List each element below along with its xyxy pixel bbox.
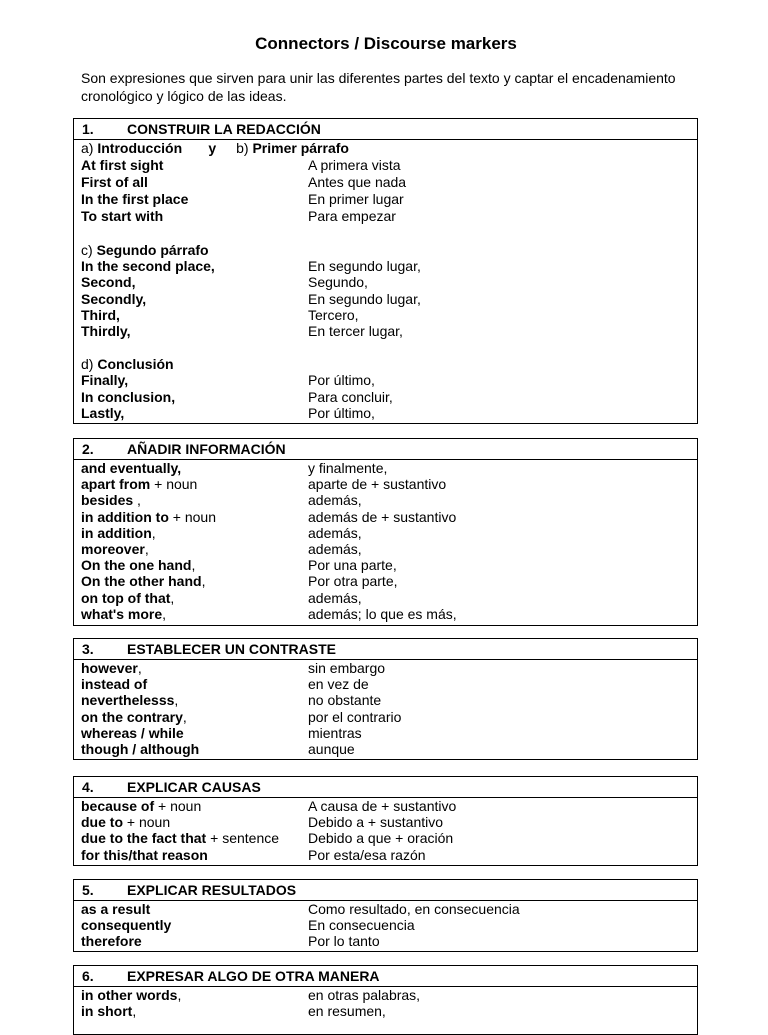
connector-term: however — [81, 660, 138, 676]
subheading-ab — [81, 140, 697, 157]
connector-english — [81, 901, 150, 918]
subheading-c-label: Segundo párrafo — [96, 242, 209, 258]
connector-term: for this/that reason — [81, 846, 208, 863]
connector-english — [81, 830, 279, 847]
connector-term: whereas / while — [81, 724, 184, 741]
connector-spanish: además de + sustantivo — [308, 508, 457, 525]
section-header — [74, 777, 697, 798]
connector-row — [81, 901, 697, 918]
subheading-d-prefix: d) — [81, 356, 98, 372]
connector-spanish: Antes que nada — [308, 174, 407, 190]
connector-term: Third, — [81, 306, 120, 323]
connector-english — [81, 709, 187, 726]
subheading-y: y — [208, 140, 217, 156]
connector-english — [81, 933, 142, 950]
connector-term: Thirdly, — [81, 323, 131, 340]
connector-spanish: Por último, — [308, 405, 375, 421]
connector-english — [81, 987, 181, 1004]
section-number: 6. — [82, 968, 94, 984]
connector-row — [81, 525, 697, 542]
connector-english — [81, 492, 141, 509]
connector-row — [81, 830, 697, 847]
connector-suffix: + noun — [168, 508, 216, 525]
connector-spanish: En consecuencia — [308, 917, 415, 934]
section-number: 1. — [82, 121, 94, 137]
connector-term: what's more — [81, 605, 163, 622]
connector-term: though / although — [81, 741, 200, 757]
connector-spanish: en vez de — [308, 676, 369, 693]
connector-spanish: Para empezar — [308, 208, 396, 224]
section-5 — [73, 879, 698, 952]
connector-english — [81, 460, 181, 477]
connector-row — [81, 291, 697, 308]
connector-row — [81, 541, 697, 558]
connector-english — [81, 847, 208, 864]
connector-suffix: + noun — [123, 814, 171, 831]
connector-english — [81, 917, 171, 934]
connector-english — [81, 307, 120, 324]
connector-suffix: , — [174, 692, 179, 709]
connector-english — [81, 157, 163, 174]
section-number: 5. — [82, 882, 94, 898]
connector-row — [81, 917, 697, 934]
connector-spanish: Por esta/esa razón — [308, 846, 426, 863]
connector-english — [81, 476, 197, 493]
intro-paragraph: Son expresiones que sirven para unir las diferentes partes del texto y captar el encadenamiento cronológico y lógico de las ideas. — [81, 70, 676, 104]
connector-english — [81, 725, 184, 742]
connector-row — [81, 174, 697, 191]
subheading-d-label: Conclusión — [97, 356, 174, 372]
connector-term: therefore — [81, 933, 142, 950]
connector-suffix: , — [162, 605, 167, 622]
connector-english — [81, 606, 166, 623]
section-header — [74, 966, 697, 987]
connector-suffix: , — [151, 524, 156, 541]
connector-term: on top of that — [81, 589, 171, 606]
connector-spanish: en otras palabras, — [308, 987, 421, 1003]
connector-term: as a result — [81, 901, 151, 917]
connector-row — [81, 274, 697, 291]
connector-english — [81, 208, 163, 225]
connector-spanish: Por último, — [308, 372, 375, 388]
connector-spanish: En segundo lugar, — [308, 290, 421, 307]
page-title: Connectors / Discourse markers — [255, 34, 517, 53]
section-header — [74, 119, 697, 140]
connector-term: In the first place — [81, 191, 189, 207]
connector-row — [81, 606, 697, 623]
connector-suffix: , — [177, 987, 182, 1003]
connector-term: First of all — [81, 174, 148, 190]
connector-row — [81, 191, 697, 208]
connector-row — [81, 676, 697, 693]
connector-spanish: además, — [308, 541, 362, 557]
connector-row — [81, 460, 697, 477]
connector-row — [81, 590, 697, 607]
connector-spanish: Por otra parte, — [308, 573, 398, 590]
connector-term: because of — [81, 798, 155, 814]
connector-spanish: sin embargo — [308, 660, 386, 676]
connector-spanish: además; lo que es más, — [308, 605, 457, 622]
connector-term: At first sight — [81, 157, 164, 173]
connector-spanish: Debido a + sustantivo — [308, 814, 444, 831]
section-1 — [73, 118, 698, 424]
connector-row — [81, 933, 697, 950]
connector-term: To start with — [81, 208, 164, 224]
connector-spanish: en resumen, — [308, 1003, 386, 1020]
section-6 — [73, 965, 698, 1035]
connector-row — [81, 389, 697, 406]
connector-row — [81, 208, 697, 225]
connector-spanish: Para concluir, — [308, 388, 393, 405]
connector-english — [81, 258, 215, 275]
connector-spanish: A causa de + sustantivo — [308, 798, 457, 814]
connector-row — [81, 987, 697, 1004]
connector-row — [81, 557, 697, 574]
connector-term: moreover — [81, 541, 145, 557]
connector-row — [81, 814, 697, 831]
connector-term: Lastly, — [81, 405, 125, 421]
connector-suffix: , — [137, 660, 142, 676]
connector-spanish: En primer lugar — [308, 191, 404, 207]
connector-row — [81, 307, 697, 324]
connector-english — [81, 692, 178, 709]
connector-term: Finally, — [81, 372, 129, 388]
connector-term: in addition — [81, 524, 152, 541]
connector-row — [81, 725, 697, 742]
section-number: 4. — [82, 779, 94, 795]
subheading-b-prefix: b) — [236, 140, 253, 156]
connector-term: neverthelesss — [81, 692, 175, 709]
connector-row — [81, 405, 697, 422]
connector-suffix: , — [132, 1003, 137, 1020]
connector-row — [81, 258, 697, 275]
connector-row — [81, 692, 697, 709]
connector-spanish: por el contrario — [308, 708, 402, 725]
section-title: ESTABLECER UN CONTRASTE — [127, 641, 336, 657]
section-header — [74, 439, 697, 460]
subheading-a-prefix: a) — [81, 140, 98, 156]
connector-english — [81, 291, 146, 308]
connector-term: In the second place, — [81, 258, 215, 274]
connector-english — [81, 389, 175, 406]
section-header — [74, 880, 697, 901]
connector-row — [81, 709, 697, 726]
connector-suffix: , — [201, 573, 206, 590]
connector-english — [81, 676, 147, 693]
section-3 — [73, 638, 698, 760]
connector-suffix: + sentence — [206, 830, 280, 847]
connector-english — [81, 509, 216, 526]
connector-term: On the one hand — [81, 557, 192, 574]
connector-english — [81, 405, 124, 422]
connector-row — [81, 509, 697, 526]
connector-suffix: + noun — [154, 798, 202, 814]
connector-term: instead of — [81, 676, 148, 693]
connector-term: Second, — [81, 274, 136, 291]
section-title: EXPLICAR RESULTADOS — [127, 882, 297, 898]
connector-english — [81, 660, 142, 677]
connector-spanish: además, — [308, 589, 362, 606]
connector-row — [81, 492, 697, 509]
connector-row — [81, 476, 697, 493]
section-header — [74, 639, 697, 660]
connector-english — [81, 590, 174, 607]
connector-row — [81, 1003, 697, 1020]
subheading-c — [81, 242, 697, 259]
section-title: EXPLICAR CAUSAS — [127, 779, 261, 795]
connector-spanish: Debido a que + oración — [308, 830, 454, 847]
connector-english — [81, 191, 188, 208]
connector-suffix: , — [191, 557, 196, 574]
subheading-b: Primer párrafo — [252, 140, 349, 156]
connector-spanish: no obstante — [308, 692, 382, 709]
connector-term: besides — [81, 492, 134, 509]
connector-term: apart from — [81, 476, 151, 493]
connector-spanish: aparte de + sustantivo — [308, 476, 447, 493]
connector-english — [81, 174, 148, 191]
section-title: AÑADIR INFORMACIÓN — [127, 441, 286, 457]
connector-english — [81, 573, 205, 590]
connector-term: due to the fact that — [81, 830, 207, 847]
connector-spanish: Tercero, — [308, 306, 359, 323]
connector-term: on the contrary — [81, 708, 183, 725]
section-2 — [73, 438, 698, 626]
connector-spanish: A primera vista — [308, 157, 401, 173]
connector-term: in other words — [81, 987, 178, 1003]
section-title: EXPRESAR ALGO DE OTRA MANERA — [127, 968, 380, 984]
connector-spanish: En segundo lugar, — [308, 258, 421, 274]
connector-term: due to — [81, 814, 123, 831]
connector-suffix: , — [170, 589, 175, 606]
connector-spanish: además, — [308, 524, 362, 541]
connector-term: Secondly, — [81, 290, 147, 307]
connector-english — [81, 1003, 136, 1020]
connector-row — [81, 798, 697, 815]
connector-row — [81, 323, 697, 340]
connector-english — [81, 274, 135, 291]
connector-spanish: además, — [308, 492, 362, 509]
section-number: 3. — [82, 641, 94, 657]
connector-term: consequently — [81, 917, 172, 934]
connector-suffix: , — [144, 541, 149, 557]
connector-row — [81, 157, 697, 174]
connector-spanish: mientras — [308, 724, 362, 741]
subheading-a: Introducción — [97, 140, 183, 156]
connector-term: in short — [81, 1003, 133, 1020]
connector-spanish: Por lo tanto — [308, 933, 380, 950]
connector-suffix: , — [182, 708, 187, 725]
connector-suffix: + noun — [150, 476, 198, 493]
connector-term: On the other hand — [81, 573, 202, 590]
connector-english — [81, 557, 195, 574]
connector-english — [81, 525, 156, 542]
connector-suffix: , — [133, 492, 141, 509]
connector-spanish: En tercer lugar, — [308, 323, 403, 340]
connector-term: In conclusion, — [81, 388, 176, 405]
connector-row — [81, 573, 697, 590]
connector-spanish: Por una parte, — [308, 557, 397, 574]
connector-spanish: Como resultado, en consecuencia — [308, 901, 520, 917]
section-title: CONSTRUIR LA REDACCIÓN — [127, 121, 321, 137]
connector-english — [81, 741, 199, 758]
connector-english — [81, 372, 128, 389]
connector-row — [81, 372, 697, 389]
connector-english — [81, 541, 149, 558]
subheading-d — [81, 356, 697, 373]
connector-row — [81, 741, 697, 758]
connector-english — [81, 814, 170, 831]
section-4 — [73, 776, 698, 866]
subheading-c-prefix: c) — [81, 242, 97, 258]
connector-row — [81, 660, 697, 677]
connector-row — [81, 847, 697, 864]
connector-spanish: y finalmente, — [308, 460, 388, 476]
connector-spanish: Segundo, — [308, 274, 368, 291]
connector-english — [81, 323, 131, 340]
connector-term: and eventually, — [81, 460, 182, 476]
connector-spanish: aunque — [308, 741, 355, 757]
connector-term: in addition to — [81, 508, 169, 525]
section-number: 2. — [82, 441, 94, 457]
connector-english — [81, 798, 201, 815]
